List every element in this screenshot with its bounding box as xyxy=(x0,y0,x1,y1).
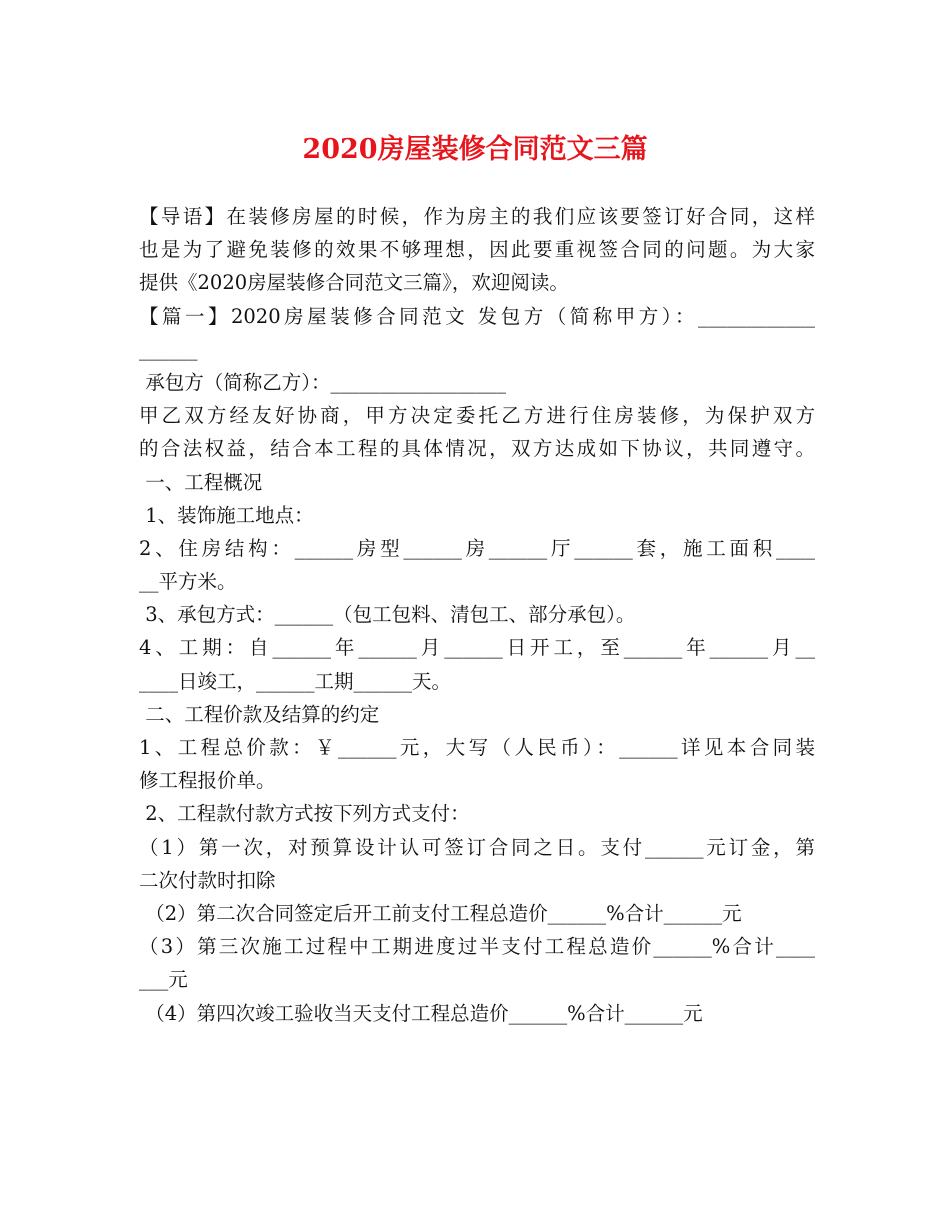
body-line-24: ___元 xyxy=(139,968,188,992)
body-line-19: 2、工程款付款方式按下列方式支付： xyxy=(139,802,470,826)
body-line-1: 【导语】在装修房屋的时候，作为房主的我们应该要签订好合同，这样 xyxy=(139,205,815,228)
document-body xyxy=(139,200,815,1030)
body-line-21: 二次付款时扣除 xyxy=(139,868,276,892)
body-line-13: 3、承包方式：______（包工包料、清包工、部分承包）。 xyxy=(139,603,636,627)
body-line-15: ____日竣工，______工期______天。 xyxy=(139,669,452,693)
body-line-11: 2、住房结构：______房型______房______厅______套，施工面积____ xyxy=(139,536,815,560)
body-line-22: （2）第二次合同签定后开工前支付工程总造价______%合计______元 xyxy=(139,901,742,925)
body-line-17: 1、工程总价款：￥______元，大写（人民币）：______详见本合同装 xyxy=(139,736,815,759)
body-line-7: 甲乙双方经友好协商，甲方决定委托乙方进行住房装修，为保护双方 xyxy=(139,404,815,428)
body-line-18: 修工程报价单。 xyxy=(139,769,276,793)
body-line-6: 承包方（简称乙方）：__________________ xyxy=(139,370,506,394)
body-line-9: 一、工程概况 xyxy=(139,470,263,494)
body-line-12: __平方米。 xyxy=(139,570,237,594)
body-line-20: （1）第一次，对预算设计认可签订合同之日。支付______元订金，第 xyxy=(139,835,815,859)
body-line-25: （4）第四次竣工验收当天支付工程总造价______%合计______元 xyxy=(139,1001,703,1025)
body-line-10: 1、装饰施工地点： xyxy=(139,503,314,527)
body-line-3: 提供《2020房屋装修合同范文三篇》，欢迎阅读。 xyxy=(139,271,569,295)
body-line-16: 二、工程价款及结算的约定 xyxy=(139,702,380,726)
body-line-4: 【篇一】2020房屋装修合同范文 发包方（简称甲方）：____________ xyxy=(139,304,815,328)
body-line-23: （3）第三次施工过程中工期进度过半支付工程总造价______%合计____ xyxy=(139,935,815,959)
body-line-8: 的合法权益，结合本工程的具体情况，双方达成如下协议，共同遵守。 xyxy=(139,437,815,461)
body-line-5: ______ xyxy=(139,337,198,361)
document-title: 2020房屋装修合同范文三篇 xyxy=(302,134,648,165)
body-line-2: 也是为了避免装修的效果不够理想，因此要重视签合同的问题。为大家 xyxy=(139,238,815,262)
body-line-14: 4、工期：自______年______月______日开工，至______年______月__ xyxy=(139,636,815,660)
